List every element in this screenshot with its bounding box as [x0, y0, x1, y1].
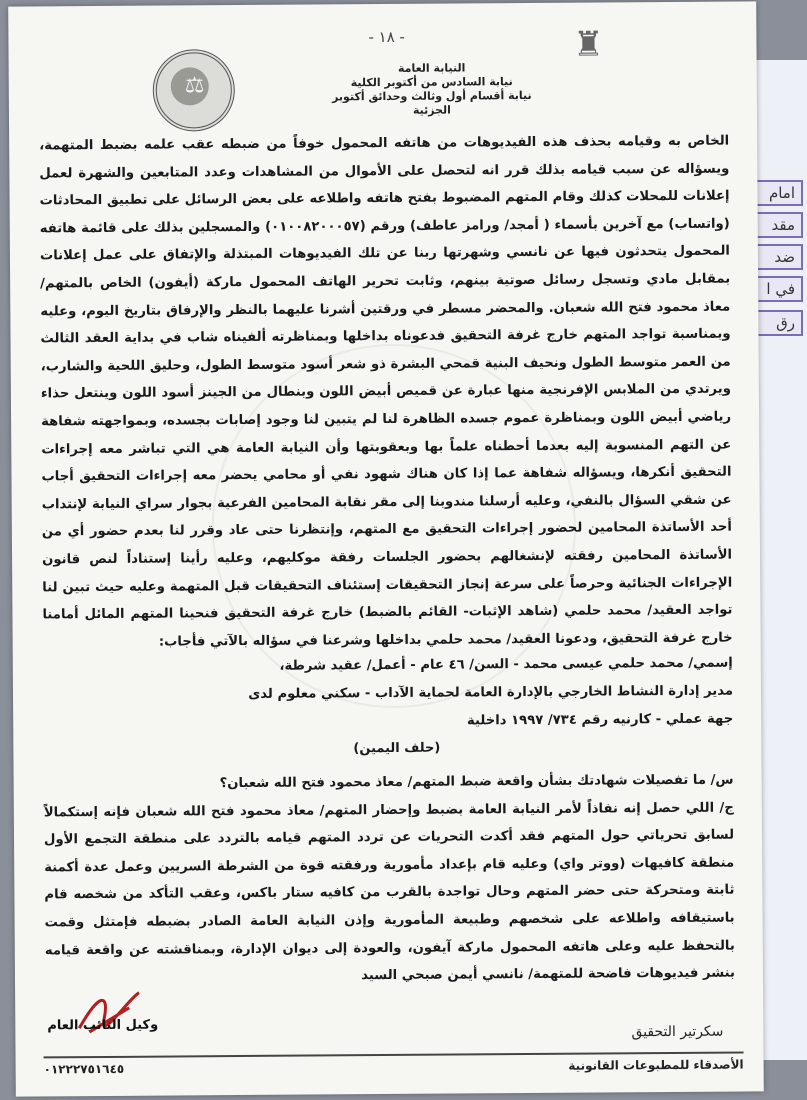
witness-identity [213, 650, 734, 738]
identity-line: جهة عملي - كارنيه رقم ٧٣٤/ ١٩٩٧ داخلية [466, 711, 734, 729]
publisher-name: الأصدقاء للمطبوعات القانونية [568, 1057, 744, 1073]
oath-note: (حلف اليمين) [353, 740, 441, 757]
letterhead [317, 61, 547, 119]
side-tab: في ا [717, 276, 803, 302]
side-tab: رق [717, 310, 803, 336]
answer: ج/ اللي حصل إنه نفاذاً لأمر النيابة العامة بضبط وإحضار المتهم/ معاذ محمود فتح الله شعبان فإنه إستكمالاً لسابق تحرياتي حول المتهم فقد أكدت التحريات عن تردد المتهم قيامه بالتردد على منطقة التجمع الأول منطقة كافيهات (ووتر واي) وعليه قام بإعداد مأمورية ورفقته قوة من الشرطة السريين وعمل عدة أكمنة ثابتة ومتحركة حتى حضر المتهم وحال تواجدة بالقرب من كافيه ستار باكس، وعقب التأكد من شخصه قام باستيقافه واطلاعه على شخصهم وطبيعة المأمورية وإذن النيابة العامة الصادر بضبطه فإمتثل وقمت بالتحفظ عليه وعلى هاتفه المحمول ماركة آيفون، والعودة إلى ديوان الإدارة، وبمناقشته عن واقعة قيامه بنشر فيديوهات فاضحة للمتهمة/ نانسي أيمن صبحي السيد [43, 800, 736, 984]
page-footer [44, 1052, 744, 1077]
document-page [8, 1, 764, 1096]
side-tab: ضد [717, 244, 803, 270]
header-line: النيابة العامة [397, 61, 466, 75]
identity-line: إسمي/ محمد حلمي عيسى محمد - السن/ ٤٦ عام - أعمل/ عقيد شرطة، [279, 655, 733, 674]
investigation-text [39, 128, 733, 657]
question: س/ ما تفصيلات شهادتك بشأن واقعة ضبط المتهم/ معاذ محمود فتح الله شعبان؟ [219, 772, 734, 792]
secretary-signature: سكرتير التحقيق [631, 1023, 724, 1041]
header-line: نيابة أقسام أول وثالث وحدائق أكتوبر الجزئية [332, 88, 532, 117]
side-tab: امام [717, 180, 803, 206]
prosecutor-signature: وكيل النائب العام [47, 1017, 159, 1034]
page-number: - ١٨ - [368, 27, 405, 47]
eagle-emblem-icon: ♜ [573, 24, 604, 65]
publisher-phone: ٠١٢٢٢٧٥١٦٤٥ [43, 1061, 125, 1077]
header-line: نيابة السادس من أكتوبر الكلية [350, 75, 513, 90]
prosecution-seal-icon: ⚖ [153, 49, 236, 132]
identity-line: مدير إدارة النشاط الخارجي بالإدارة العامة لحماية الآداب - سكني معلوم لدى [248, 683, 734, 702]
question-answer [44, 767, 736, 993]
paragraph: الخاص به وقيامه بحذف هذه الفيديوهات من هاتفه المحمول خوفاً من ضبطه عقب علمه بضبط المتهمة، ويسؤاله عن سبب قيامه بذلك قرر انه لتحصل على الأموال من المشاهدات وعدد المتابعين والشهرة لعمل إعلانات للمحلات كذلك وقام المتهم المضبوط بفتح هاتفه واطلاعه على بعض الرسائل على تطبيق المحادثات (واتساب) مع آخرين بأسماء ( أمجد/ ورامز عاطف) ورقم (٠١٠٠٨٢٠٠٠٥٧) والمسجلين بذلك على قائمة هاتفه المحمول يتحدثون فيها عن نانسي وشهرتها ربنا عن تلك الفيديوهات المبتذلة والإتفاق على عمل إعلانات بمقابل مادي وتسجل رسائل صوتية بينهم، وثابت تحرير الهاتف المحمول ماركة (أيفون) الخاص بالمتهم/ معاذ محمود فتح الله شعبان. والمحضر مسطر في ورقتين أشرنا عليهما بالنظر والإرفاق بتاريخ اليوم، وعليه وبمناسبة تواجد المتهم خارج غرفة التحقيق فدعوناه بداخلها وبمناظرته ألفيناه شاب في بداية العقد الثالث من العمر متوسط الطول ونحيف البنية قمحي البشرة ذو شعر أسود متوسط الطول، وحليق اللحية والشارب، ويرتدي من الملابس الإفرنجية منها عبارة عن قميص أبيض اللون وبنطال من الجينز أسود اللون وينتعل حذاء رياضي أبيض اللون وبمناظرة عموم جسده الظاهرة لنا لم يتبين لنا وجود إصابات بجسده، وبمواجهته شفاهة عن التهم المنسوبة إليه بعدما أحطناه علماً بها وبعقوبتها وأن النيابة العامة هي التي تباشر معه إجراءات التحقيق أنكرها، ويسؤاله شفاهة عما إذا كان هناك شهود نفي أو محامي يحضر معه إجراءات التحقيق أجاب عن شقي السؤال بالنفي، وعليه أرسلنا مندوبنا إلى مقر نقابة المحامين الفرعية بجوار سراي النيابة لإنتداب أحد الأساتذة المحامين لحضور إجراءات التحقيق مع المتهم، وإنتظرنا حتى عاد وقرر لنا بعدم حضور أي من الأساتذة المحامين رفقته لإنشغالهم بحضور الجلسات رفقة موكليهم، وعليه رأينا إستناداً لنص قانون الإجراءات الجنائية وحرصاً على سرعة إنجاز التحقيقات إستئناف التحقيقات قبل المتهمة وعليه حيث تبين لنا تواجد العقيد/ محمد حلمي (شاهد الإثبات- القائم بالضبط) خارج غرفة التحقيق فنحينا المتهم المائل أمامنا خارج غرفة التحقيق، ودعونا العقيد/ محمد حلمي بداخلها وشرعنا في سؤاله بالآتي فأجاب: [39, 133, 733, 650]
side-tab: مقد [717, 212, 803, 238]
